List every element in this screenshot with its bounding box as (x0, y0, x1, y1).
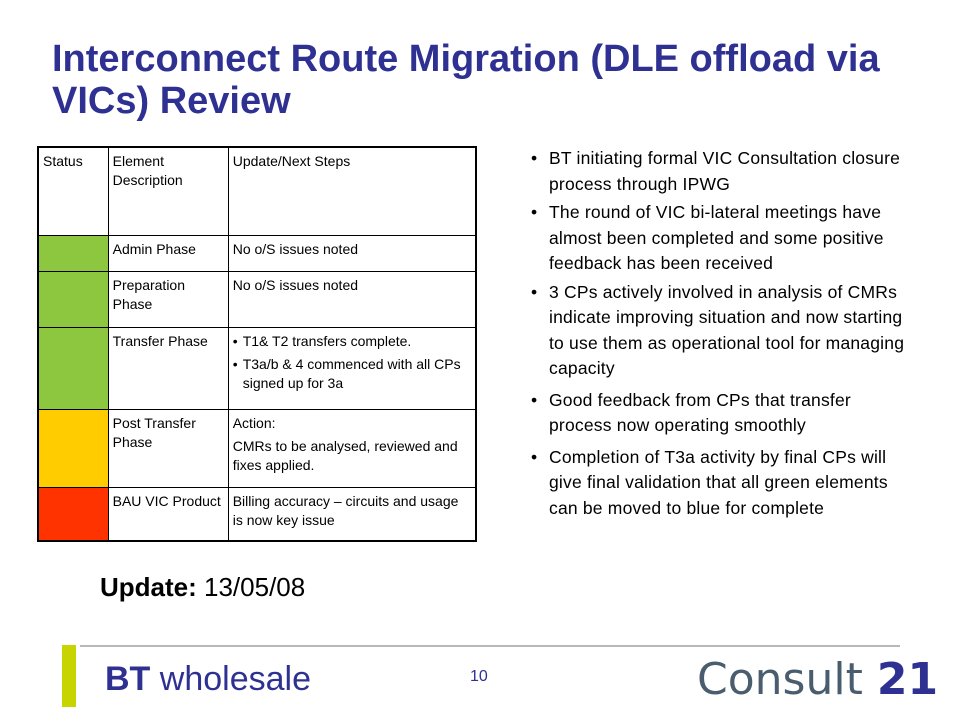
header-update: Update/Next Steps (228, 147, 476, 235)
table-row (38, 271, 476, 327)
header-status: Status (38, 147, 108, 235)
update-cell (228, 409, 476, 487)
table-header-row (38, 147, 476, 235)
status-cell-amber (38, 409, 108, 487)
update-cell: No o/S issues noted (228, 235, 476, 271)
footer-accent-bar (62, 645, 76, 707)
bullet-item: • Good feedback from CPs that transfer process now operating smoothly (527, 388, 907, 439)
header-element: Element Description (108, 147, 228, 235)
wholesale-text: wholesale (159, 660, 311, 698)
update-label: Update: (100, 572, 197, 602)
status-cell-green (38, 235, 108, 271)
table-row (38, 327, 476, 409)
review-bullets (527, 146, 907, 524)
element-cell: Transfer Phase (108, 327, 228, 409)
element-cell: Admin Phase (108, 235, 228, 271)
table-row (38, 235, 476, 271)
update-item: • T1& T2 transfers complete. (233, 332, 471, 351)
status-cell-green (38, 327, 108, 409)
update-item: • T3a/b & 4 commenced with all CPs signed up for 3a (233, 355, 471, 393)
element-cell: Preparation Phase (108, 271, 228, 327)
bt-wholesale-logo (105, 660, 311, 699)
status-cell-green (38, 271, 108, 327)
table-row (38, 409, 476, 487)
element-cell: Post Transfer Phase (108, 409, 228, 487)
update-line: Action: (232, 414, 276, 431)
consult-number: 21 (876, 654, 939, 705)
update-value: 13/05/08 (204, 572, 306, 602)
table-row (38, 487, 476, 541)
update-cell (228, 327, 476, 409)
update-date (100, 572, 305, 603)
consult21-logo (697, 654, 938, 705)
update-line: CMRs to be analysed, reviewed and fixes applied. (232, 437, 458, 473)
bt-logo-mark: BT (105, 660, 151, 698)
bullet-item: • BT initiating formal VIC Consultation closure process through IPWG (527, 146, 907, 197)
bullet-item: • Completion of T3a activity by final CPs will give final validation that all green elements can be moved to blue for complete (527, 445, 907, 522)
footer-divider (80, 645, 900, 647)
status-table (37, 146, 477, 542)
page-number: 10 (470, 668, 488, 685)
slide-title: Interconnect Route Migration (DLE offload via VICs) Review (52, 38, 880, 122)
element-cell: BAU VIC Product (108, 487, 228, 541)
update-cell: No o/S issues noted (228, 271, 476, 327)
bullet-item: • 3 CPs actively involved in analysis of CMRs indicate improving situation and now starting to use them as operational tool for managing capacity (527, 280, 907, 382)
status-cell-red (38, 487, 108, 541)
bullet-item: • The round of VIC bi-lateral meetings have almost been completed and some positive feedback has been received (527, 200, 907, 277)
update-cell: Billing accuracy – circuits and usage is now key issue (228, 487, 476, 541)
consult-text: Consult (697, 654, 863, 705)
